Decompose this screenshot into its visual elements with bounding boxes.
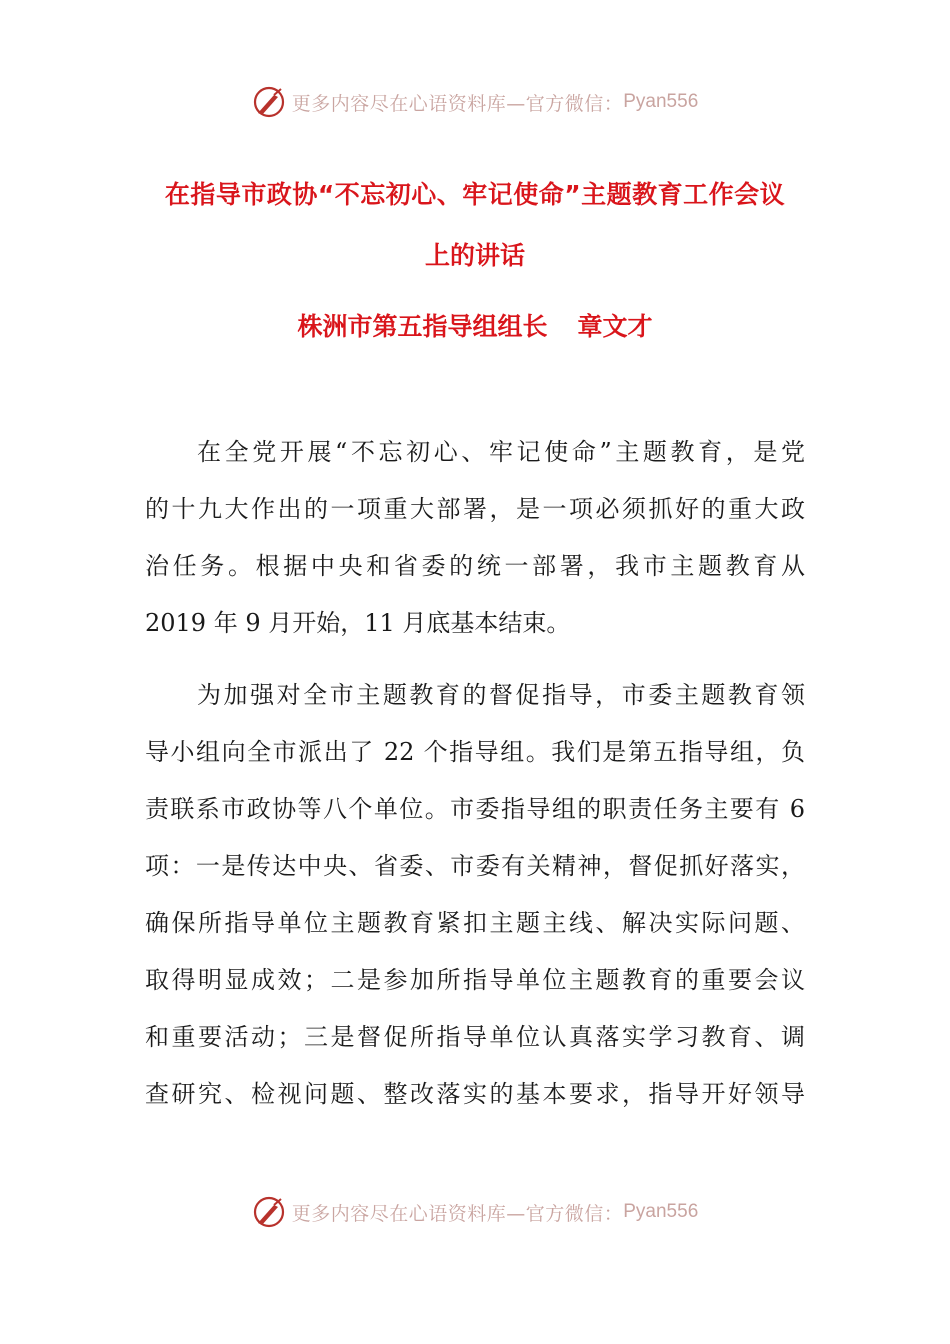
- paragraph-line: 确保所指导单位主题教育紧扣主题主线、解决实际问题、: [145, 909, 805, 937]
- footer-banner: [0, 1192, 950, 1232]
- paragraph-line: 导小组向全市派出了 22 个指导组。我们是第五指导组，负: [145, 738, 805, 766]
- document-author: [140, 307, 810, 343]
- banner-text: 更多内容尽在心语资料库—官方微信：: [291, 92, 624, 115]
- paragraph-line: 取得明显成效；二是参加所指导单位主题教育的重要会议: [145, 966, 805, 994]
- paragraph-line: 责联系市政协等八个单位。市委指导组的职责任务主要有 6: [145, 795, 805, 823]
- paragraph-line: 治任务。根据中央和省委的统一部署，我市主题教育从: [145, 552, 805, 580]
- paragraph-line: 为加强对全市主题教育的督促指导，市委主题教育领: [197, 681, 805, 709]
- author-name: 章文才: [577, 312, 653, 341]
- banner-wechat-id: Pyan556: [623, 1201, 699, 1222]
- pen-logo-icon: [252, 85, 286, 119]
- paragraph-line: 2019 年 9 月开始，11 月底基本结束。: [145, 609, 571, 637]
- header-banner: [0, 82, 950, 122]
- author-role: 株洲市第五指导组组长: [297, 312, 548, 341]
- banner-wechat-id: Pyan556: [623, 91, 699, 112]
- paragraph-line: 项：一是传达中央、省委、市委有关精神，督促抓好落实，: [145, 852, 805, 880]
- document-title-line-1: 在指导市政协“不忘初心、牢记使命”主题教育工作会议: [164, 180, 786, 209]
- paragraph-line: 在全党开展“不忘初心、牢记使命”主题教育，是党: [197, 438, 805, 466]
- document-title-line-2: 上的讲话: [424, 241, 525, 270]
- banner-text: 更多内容尽在心语资料库—官方微信：: [291, 1202, 624, 1225]
- paragraph-line: 的十九大作出的一项重大部署，是一项必须抓好的重大政: [145, 495, 805, 523]
- paragraph-line: 和重要活动；三是督促所指导单位认真落实学习教育、调: [145, 1023, 805, 1051]
- pen-logo-icon: [252, 1195, 286, 1229]
- paragraph-line: 查研究、检视问题、整改落实的基本要求，指导开好领导: [145, 1080, 805, 1108]
